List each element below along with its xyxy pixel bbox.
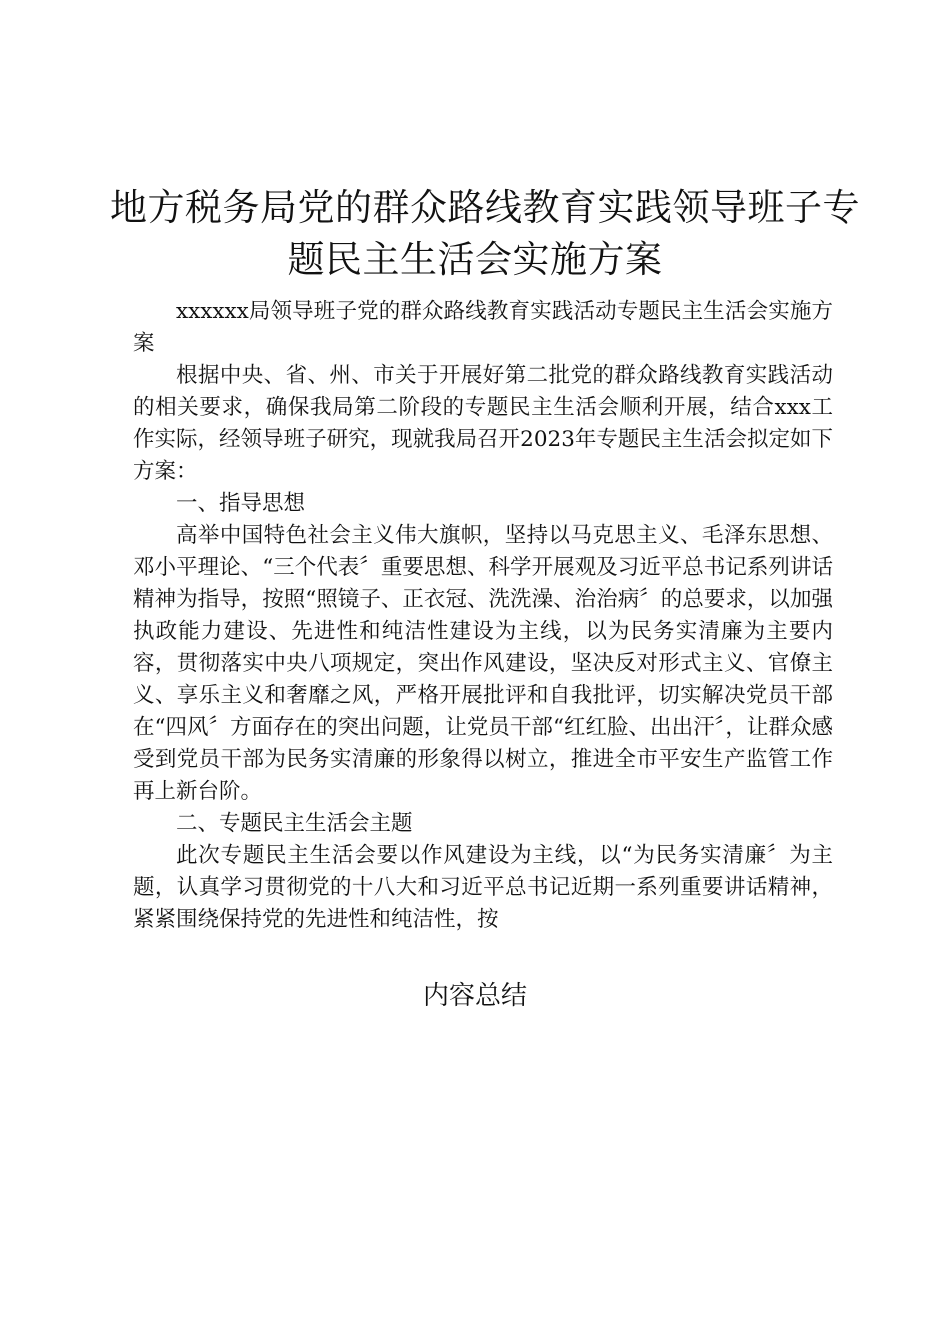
document-title-line-1: 地方税务局党的群众路线教育实践领导班子专 — [110, 186, 860, 229]
document-title-line-2: 题民主生活会实施方案 — [287, 238, 663, 281]
summary-heading: 内容总结 — [422, 981, 527, 1011]
paragraph-guiding-thought: 高举中国特色社会主义伟大旗帜，坚持以马克思主义、毛泽东思想、邓小平理论、“三个代表〞重要思想、科学开展观及习近平总书记系列讲话精神为指导，按照“照镜子、正衣冠、洗洗澡、治治病〞的总要求，以加强执政能力建设、先进性和纯洁性建设为主线，以为民务实清廉为主要内容，贯彻落实中央八项规定，突出作风建设，坚决反对形式主义、官僚主义、享乐主义和奢靡之风，严格开展批评和自我批评，切实解决党员干部在“四风〞方面存在的突出问题，让党员干部“红红脸、出出汗〞，让群众感受到党员干部为民务实清廉的形象得以树立，推进全市平安生产监管工作再上新台阶。 — [133, 523, 833, 804]
section-heading-theme: 二、专题民主生活会主题 — [176, 811, 413, 836]
section-heading-guiding-thought: 一、指导思想 — [176, 491, 306, 516]
paragraph-theme: 此次专题民主生活会要以作风建设为主线，以“为民务实清廉〞为主题，认真学习贯彻党的十八大和习近平总书记近期一系列重要讲话精神，紧紧围绕保持党的先进性和纯洁性，按 — [133, 843, 833, 932]
paragraph-intro: 根据中央、省、州、市关于开展好第二批党的群众路线教育实践活动的相关要求，确保我局第二阶段的专题民主生活会顺利开展，结合xxx工作实际，经领导班子研究，现就我局召开2023年专题民主生活会拟定如下方案： — [133, 363, 833, 484]
paragraph-subtitle: xxxxxx局领导班子党的群众路线教育实践活动专题民主生活会实施方案 — [133, 299, 833, 356]
document-body — [133, 296, 833, 936]
